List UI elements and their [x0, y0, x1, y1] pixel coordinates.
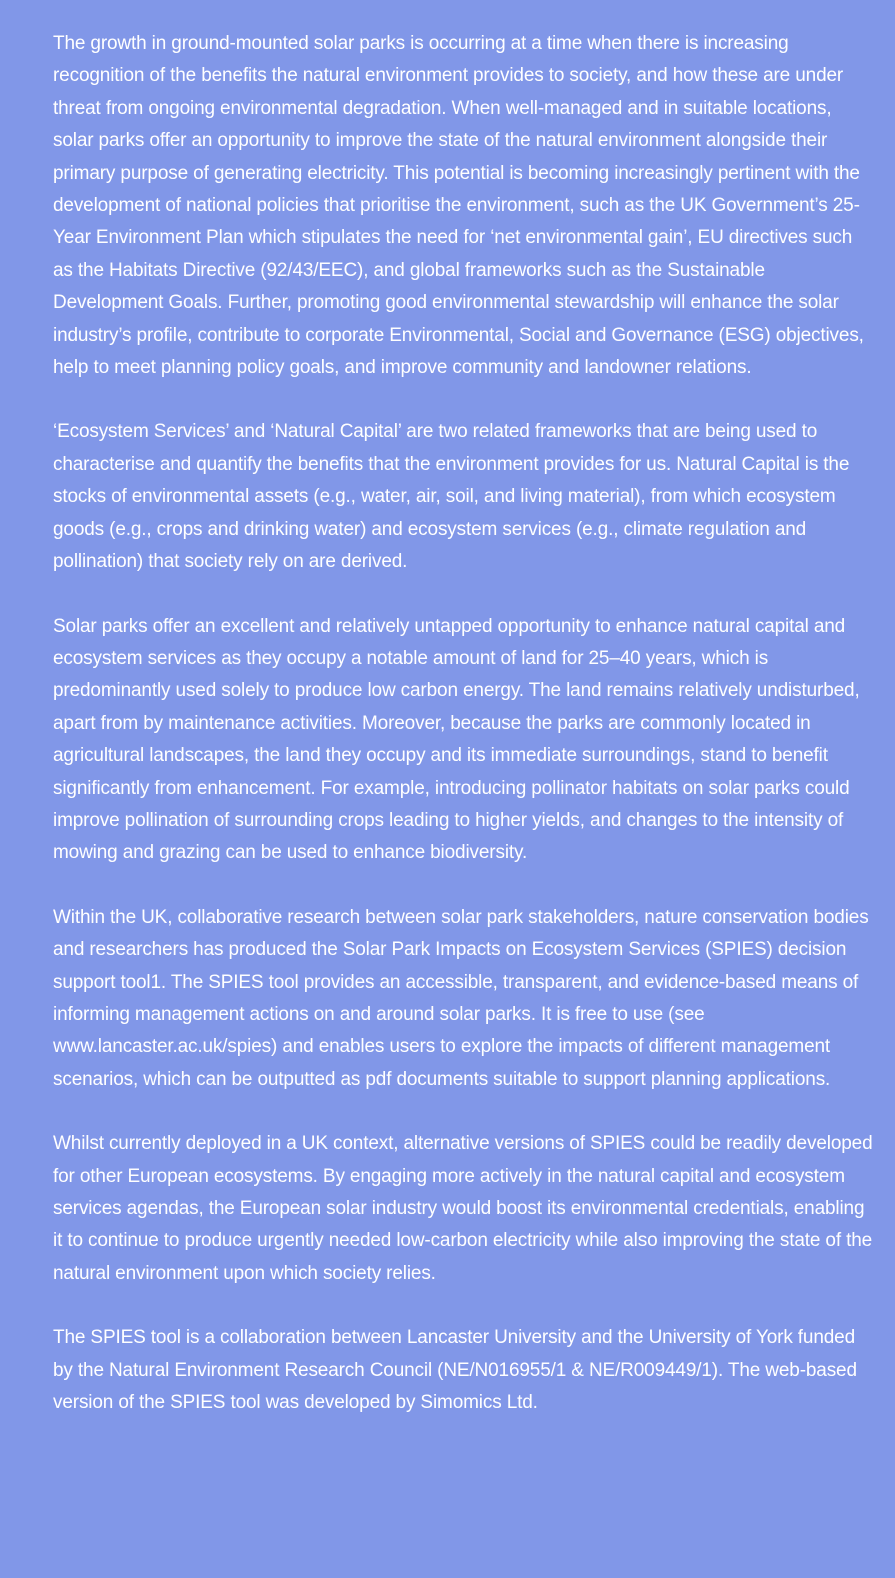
paragraph-solar-park-growth: The growth in ground-mounted solar parks is occurring at a time when there is increasing recognition of the benefits the natural environment provides to society, and how these are under threat from ongoing environmental degradation. When well-managed and in suitable locations, solar parks offer an opportunity to improve the state of the natural environment alongside their primary purpose of generating electricity. This potential is becoming increasingly pertinent with the development of national policies that prioritise the environment, such as the UK Government’s 25-Year Environment Plan which stipulates the need for ‘net environmental gain’, EU directives such as the Habitats Directive (92/43/EEC), and global frameworks such as the Sustainable Development Goals. Further, promoting good environmental stewardship will enhance the solar industry’s profile, contribute to corporate Environmental, Social and Governance (ESG) objectives, help to meet planning policy goals, and improve community and landowner relations.	[53, 33, 864, 379]
paragraph-ecosystem-services: ‘Ecosystem Services’ and ‘Natural Capital’ are two related frameworks that are being used to characterise and quantify the benefits that the environment provides for us. Natural Capital is the stocks of environmental assets (e.g., water, air, soil, and living material), from which ecosystem goods (e.g., crops and drinking water) and ecosystem services (e.g., climate regulation and pollination) that society rely on are derived.	[53, 421, 850, 573]
paragraph-spies-collaboration: The SPIES tool is a collaboration between Lancaster University and the University of York funded by the Natural Environment Research Council (NE/N016955/1 & NE/R009449/1). The web-based version of the SPIES tool was developed by Simomics Ltd.	[53, 1327, 857, 1414]
paragraph-european-context: Whilst currently deployed in a UK context, alternative versions of SPIES could be readily developed for other European ecosystems. By engaging more actively in the natural capital and ecosystem services agendas, the European solar industry would boost its environmental credentials, enabling it to continue to produce urgently needed low-carbon electricity while also improving the state of the natural environment upon which society relies.	[53, 1133, 873, 1284]
paragraph-spies-tool-uk: Within the UK, collaborative research between solar park stakeholders, nature conservation bodies and researchers has produced the Solar Park Impacts on Ecosystem Services (SPIES) decision support tool1. The SPIES tool provides an accessible, transparent, and evidence-based means of informing management actions on and around solar parks. It is free to use (see www.lancaster.ac.uk/spies) and enables users to explore the impacts of different management scenarios, which can be outputted as pdf documents suitable to support planning applications.	[53, 906, 869, 1090]
paragraph-solar-park-opportunity: Solar parks offer an excellent and relatively untapped opportunity to enhance natural capital and ecosystem services as they occupy a notable amount of land for 25–40 years, which is predominantly used solely to produce low carbon energy. The land remains relatively undisturbed, apart from by maintenance activities. Moreover, because the parks are commonly located in agricultural landscapes, the land they occupy and its immediate surroundings, stand to benefit significantly from enhancement. For example, introducing pollinator habitats on solar parks could improve pollination of surrounding crops leading to higher yields, and changes to the intensity of mowing and grazing can be used to enhance biodiversity.	[53, 615, 860, 864]
